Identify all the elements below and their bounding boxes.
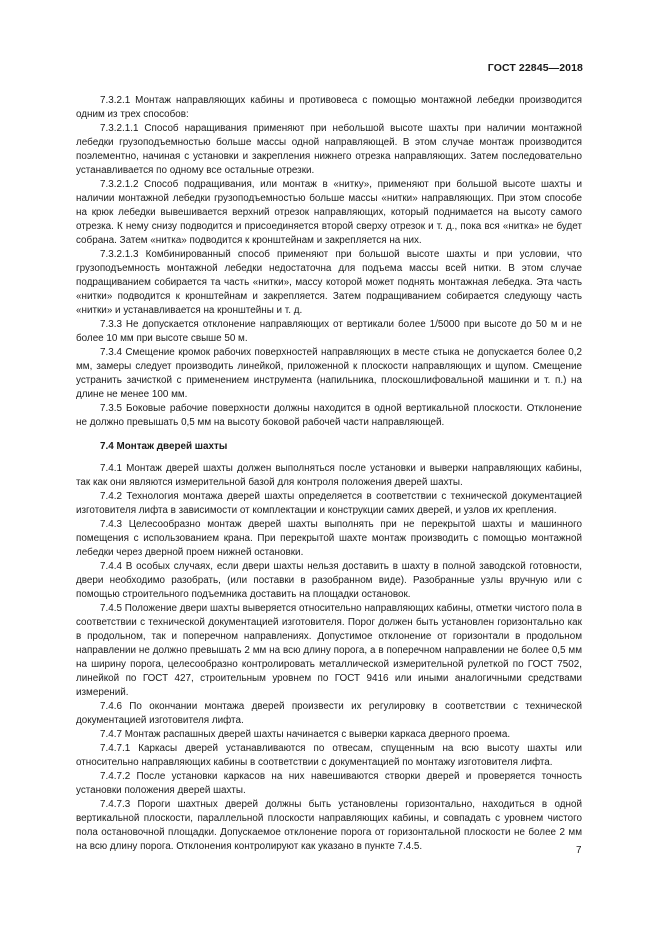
paragraph: 7.3.5 Боковые рабочие поверхности должны находится в одной вертикальной плоскости. Отклонение не должно превышать 0,5 мм на высоту боковой рабочей части направляющей. xyxy=(76,403,582,428)
paragraph: 7.4.7 Монтаж распашных дверей шахты начинается с выверки каркаса дверного проема. xyxy=(100,729,511,740)
paragraph: 7.3.2.1.1 Способ наращивания применяют при небольшой высоте шахты при наличии монтажной лебедки грузоподъемностью больше массы одной направляющей. В этом случае монтаж производится поэлементно, начиная с установки и закрепления нижнего отрезка направляющих. Затем последовательно устанавливается по одному все остальные отрезки. xyxy=(76,123,582,176)
paragraph: 7.3.2.1 Монтаж направляющих кабины и противовеса с помощью монтажной лебедки производится одним из трех способов: xyxy=(76,95,582,120)
section-7-4-text xyxy=(76,462,582,854)
paragraph: 7.3.2.1.2 Способ подращивания, или монтаж в «нитку», применяют при большой высоте шахты и наличии монтажной лебедки грузоподъемностью больше массы «нитки» направляющих. При этом способе на крюк лебедки вывешивается верхний отрезок направляющих, который поднимается на высоту самого отрезка. К нему снизу подводится и присоединяется второй сверху отрезок и т. д., пока вся «нитка» не будет собрана. Затем «нитка» подводится к кронштейнам и закрепляется на них. xyxy=(76,179,582,246)
paragraph: 7.4.6 По окончании монтажа дверей произвести их регулировку в соответствии с технической документацией изготовителя лифта. xyxy=(76,701,582,726)
document-body xyxy=(76,94,582,854)
paragraph: 7.4.2 Технология монтажа дверей шахты определяется в соответствии с технической документацией изготовителя лифта в зависимости от комплектации и конструкции самих дверей, и узлов их крепления. xyxy=(76,491,582,516)
paragraph: 7.4.7.3 Пороги шахтных дверей должны быть установлены горизонтально, находиться в одной вертикальной плоскости, параллельной плоскости направляющих кабины, и совпадать с уровнем чистого пола остановочной площадки. Допускаемое отклонение порога от горизонтальной плоскости не более 2 мм на всю длину порога. Отклонения контролируют как указано в пункте 7.4.5. xyxy=(76,799,582,852)
document-header: ГОСТ 22845—2018 xyxy=(487,62,583,74)
section-7-3-text xyxy=(76,94,582,430)
paragraph: 7.4.5 Положение двери шахты выверяется относительно направляющих кабины, отметки чистого пола в соответствии с технической документацией изготовителя. Порог должен быть установлен горизонтально как в продольном, так и поперечном направлениях. Допустимое отклонение от горизонтали в продольном направлении не должно превышать 2 мм на всю длину порога, а в поперечном направлении не более 0,5 мм на ширину порога, целесообразно контролировать металлической измерительной рулеткой по ГОСТ 7502, линейкой по ГОСТ 427, строительным уровнем по ГОСТ 9416 или иными аналогичными средствами измерений. xyxy=(76,603,582,698)
paragraph: 7.4.1 Монтаж дверей шахты должен выполняться после установки и выверки направляющих кабины, так как они являются измерительной базой для контроля положения дверей шахты. xyxy=(76,463,582,488)
paragraph: 7.4.7.1 Каркасы дверей устанавливаются по отвесам, спущенным на всю высоту шахты или относительно направляющих кабины в соответствии с документацией по монтажу изготовителя лифта. xyxy=(76,743,582,768)
section-title: 7.4 Монтаж дверей шахты xyxy=(100,441,228,452)
page-number: 7 xyxy=(576,845,582,856)
paragraph: 7.4.3 Целесообразно монтаж дверей шахты выполнять при не перекрытой шахты и машинного помещения с использованием крана. При перекрытой шахте монтаж производить с помощью монтажной лебедки через дверной проем нижней остановки. xyxy=(76,519,582,558)
paragraph: 7.3.3 Не допускается отклонение направляющих от вертикали более 1/5000 при высоте до 50 м и не более 10 мм при высоте свыше 50 м. xyxy=(76,319,582,344)
paragraph: 7.4.7.2 После установки каркасов на них навешиваются створки дверей и проверяется точность установки положения дверей шахты. xyxy=(76,771,582,796)
paragraph: 7.3.2.1.3 Комбинированный способ применяют при большой высоте шахты и при условии, что грузоподъемность монтажной лебедки недостаточна для подъема массы всей нитки. В этом случае подращиванием собирается та часть «нитки», массу которой может поднять монтажная лебедка. Эта часть «нитки» подводится к кронштейнам и закрепляется. Затем подращиванием собирается следующу часть «нитки» и устанавливается на кронштейны и т. д. xyxy=(76,249,582,316)
paragraph: 7.4.4 В особых случаях, если двери шахты нельзя доставить в шахту в полной заводской готовности, двери необходимо разобрать, (или поставки в разобранном виде). Разобранные узлы вручную или с помощью строительного подъемника доставить на площадки остановок. xyxy=(76,561,582,600)
paragraph: 7.3.4 Смещение кромок рабочих поверхностей направляющих в месте стыка не допускается более 0,2 мм, замеры следует производить линейкой, приложенной к плоскости направляющих и щупом. Смещение устранить зачисткой с применением инструмента (напильника, плоскошлифовальной машинки и т. п.) на длине не менее 100 мм. xyxy=(76,347,582,400)
